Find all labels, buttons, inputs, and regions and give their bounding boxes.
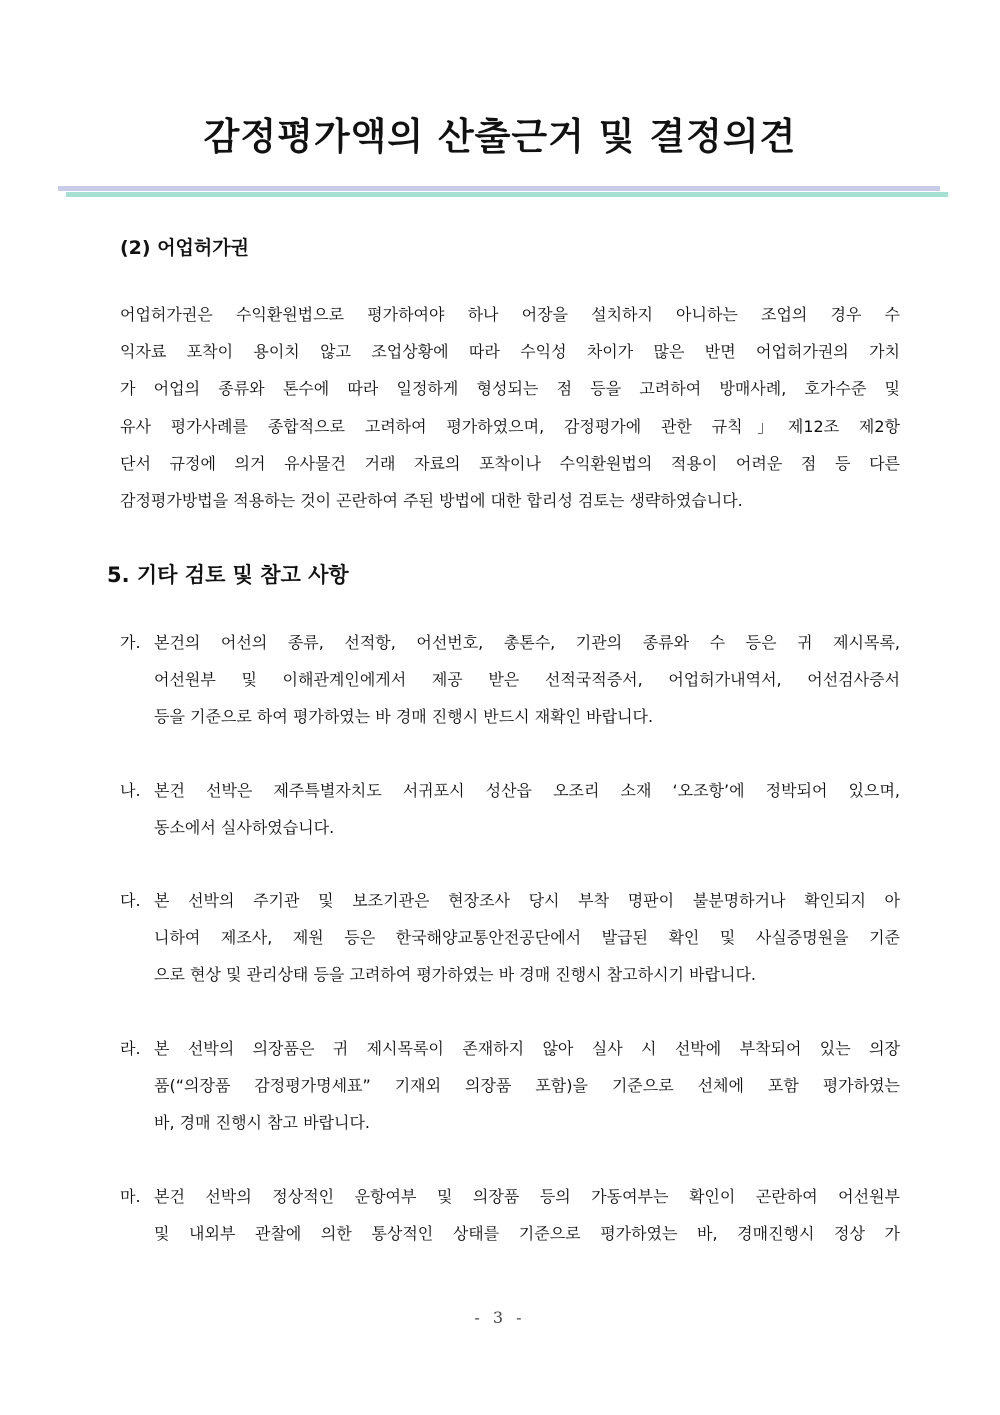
title-underline-bottom [66,192,948,197]
title-underline-top [58,186,940,191]
subsection-heading: (2) 어업허가권 [120,237,249,259]
subsection-paragraph [120,296,900,519]
list-item-marker: 가. [120,633,141,652]
list-item-line: 및 내외부 관찰에 의한 통상적인 상태를 기준으로 평가하였는 바, 경매진행시 정상 가 [154,1224,900,1244]
list-item-line: 본 선박의 주기관 및 보조기관은 현장조사 당시 부착 명판이 불분명하거나 확인되지 아 [154,891,900,910]
list-item-marker: 다. [120,891,141,910]
list-item-na [120,772,900,846]
list-item-line: 니하여 제조사, 제원 등은 한국해양교통안전공단에서 발급된 확인 및 사실증명원을 기준 [154,928,900,948]
list-item-line: 본건의 어선의 종류, 선적항, 어선번호, 총톤수, 기관의 종류와 수 등은 귀 제시목록, [154,633,900,652]
list-item-ra [120,1030,900,1142]
paragraph-line: 가 어업의 종류와 톤수에 따라 일정하게 형성되는 점 등을 고려하여 방매사례, 호가수준 및 [120,379,900,399]
paragraph-line: 어업허가권은 수익환원법으로 평가하여야 하나 어장을 설치하지 아니하는 조업의 경우 수 [120,305,900,324]
list-item-line: 바, 경매 진행시 참고 바랍니다. [154,1113,370,1133]
paragraph-line: 유사 평가사례를 종합적으로 고려하여 평가하였으며, 감정평가에 관한 규칙」제12조 제2항 [120,416,900,436]
list-item-marker: 라. [120,1039,141,1058]
list-item-line: 어선원부 및 이해관계인에게서 제공 받은 선적국적증서, 어업허가내역서, 어선검사증서 [154,670,900,690]
list-item-line: 본건 선박은 제주특별자치도 서귀포시 성산읍 오조리 소재 ‘오조항’에 정박되어 있으며, [154,781,900,800]
list-item-line: 본 선박의 의장품은 귀 제시목록이 존재하지 않아 실사 시 선박에 부착되어 있는 의장 [154,1039,900,1058]
list-item-line: 동소에서 실사하였습니다. [154,818,335,838]
list-item-line: 품(“의장품 감정평가명세표” 기재외 의장품 포함)을 기준으로 선체에 포함 평가하였는 [154,1076,900,1096]
paragraph-line: 단서 규정에 의거 유사물건 거래 자료의 포착이나 수익환원법의 적용이 어려운 점 등 다른 [120,453,900,473]
list-item-marker: 나. [120,781,141,800]
page-title: 감정평가액의 산출근거 및 결정의견 [203,115,797,158]
paragraph-line: 감정평가방법을 적용하는 것이 곤란하여 주된 방법에 대한 합리성 검토는 생략하였습니다. [120,491,743,511]
list-item-marker: 마. [120,1187,141,1206]
list-item-line: 등을 기준으로 하여 평가하였는 바 경매 진행시 반드시 재확인 바랍니다. [154,707,654,727]
list-item-line: 본건 선박의 정상적인 운항여부 및 의장품 등의 가동여부는 확인이 곤란하여 어선원부 [154,1187,900,1206]
list-item-line: 으로 현상 및 관리상태 등을 고려하여 평가하였는 바 경매 진행시 참고하시기 바랍니다. [154,965,756,985]
paragraph-line: 익자료 포착이 용이치 않고 조업상황에 따라 수익성 차이가 많은 반면 어업허가권의 가치 [120,342,900,362]
list-item-ga [120,624,900,736]
page-number: - 3 - [474,1308,526,1327]
list-item-da [120,882,900,994]
list-item-ma [120,1178,900,1252]
section-heading: 5. 기타 검토 및 참고 사항 [107,563,349,587]
